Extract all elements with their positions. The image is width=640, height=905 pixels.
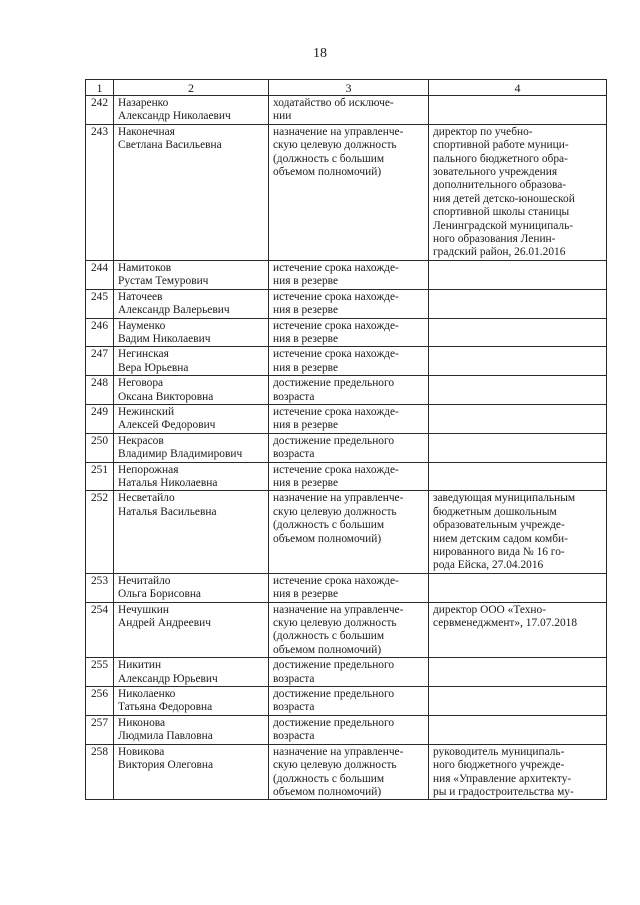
- row-number: 256: [86, 687, 114, 716]
- appointed-position-line: спортивной школы станицы: [433, 206, 570, 219]
- exclusion-reason-line: нии: [273, 110, 292, 123]
- given-names: Наталья Васильевна: [118, 505, 217, 518]
- appointed-position-cell: [429, 744, 607, 800]
- given-names: Наталья Николаевна: [118, 476, 218, 489]
- appointed-position-cell: [429, 260, 607, 289]
- appointed-position-line: ния детей детско-юношеской: [433, 192, 575, 205]
- appointed-position-line: градский район, 26.01.2016: [433, 246, 566, 259]
- person-name-cell: [114, 573, 269, 602]
- person-name-cell: [114, 715, 269, 744]
- person-name-cell: [114, 462, 269, 491]
- given-names: Александр Николаевич: [118, 110, 231, 123]
- appointed-position-cell: [429, 658, 607, 687]
- appointed-position-line: зовательного учреждения: [433, 166, 558, 179]
- exclusion-reason-line: возраста: [273, 390, 315, 403]
- exclusion-reason-line: достижение предельного: [273, 377, 395, 390]
- surname: Негинская: [118, 348, 169, 361]
- exclusion-reason-line: объемом полномочий): [273, 785, 382, 798]
- table-row: [86, 491, 607, 573]
- table-row: [86, 462, 607, 491]
- given-names: Татьяна Федоровна: [118, 701, 213, 714]
- given-names: Рустам Темурович: [118, 275, 209, 288]
- given-names: Виктория Олеговна: [118, 759, 214, 772]
- exclusion-reason-line: истечение срока нахожде-: [273, 348, 399, 361]
- exclusion-reason-cell: [269, 573, 429, 602]
- exclusion-reason-line: назначение на управленче-: [273, 492, 404, 505]
- exclusion-reason-cell: [269, 602, 429, 658]
- given-names: Оксана Викторовна: [118, 390, 214, 403]
- exclusion-reason-line: ния в резерве: [273, 588, 339, 601]
- exclusion-reason-line: (должность с большим: [273, 519, 385, 532]
- appointed-position-line: бюджетным дошкольным: [433, 505, 557, 518]
- exclusion-reason-line: возраста: [273, 730, 315, 743]
- exclusion-reason-cell: [269, 347, 429, 376]
- person-name-cell: [114, 260, 269, 289]
- surname: Никитин: [118, 659, 162, 672]
- person-name-cell: [114, 124, 269, 260]
- surname: Никонова: [118, 716, 166, 729]
- appointed-position-line: образовательным учрежде-: [433, 519, 565, 532]
- exclusion-reason-line: истечение срока нахожде-: [273, 574, 399, 587]
- person-name-cell: [114, 491, 269, 573]
- table-row: [86, 404, 607, 433]
- appointed-position-cell: [429, 318, 607, 347]
- exclusion-reason-cell: [269, 318, 429, 347]
- exclusion-reason-line: ния в резерве: [273, 332, 339, 345]
- surname: Новикова: [118, 745, 165, 758]
- row-number: 250: [86, 433, 114, 462]
- appointed-position-line: Ленинградской муниципаль-: [433, 219, 574, 232]
- exclusion-reason-line: истечение срока нахожде-: [273, 290, 399, 303]
- appointed-position-line: сервменеджмент», 17.07.2018: [433, 617, 578, 630]
- exclusion-reason-cell: [269, 96, 429, 125]
- exclusion-reason-line: ния в резерве: [273, 304, 339, 317]
- appointed-position-line: ного образования Ленин-: [433, 233, 556, 246]
- row-number: 255: [86, 658, 114, 687]
- exclusion-reason-line: достижение предельного: [273, 434, 395, 447]
- given-names: Андрей Андреевич: [118, 617, 211, 630]
- surname: Наточеев: [118, 290, 163, 303]
- exclusion-reason-line: скую целевую должность: [273, 139, 397, 152]
- given-names: Ольга Борисовна: [118, 588, 201, 601]
- person-name-cell: [114, 687, 269, 716]
- exclusion-reason-cell: [269, 376, 429, 405]
- row-number: 257: [86, 715, 114, 744]
- surname: Несветайло: [118, 492, 175, 505]
- table-row: [86, 433, 607, 462]
- resignation-table: [85, 79, 607, 800]
- table-row: [86, 687, 607, 716]
- person-name-cell: [114, 347, 269, 376]
- table-row: [86, 602, 607, 658]
- exclusion-reason-line: (должность с большим: [273, 630, 385, 643]
- exclusion-reason-line: (должность с большим: [273, 152, 385, 165]
- exclusion-reason-line: объемом полномочий): [273, 643, 382, 656]
- given-names: Владимир Владимирович: [118, 448, 243, 461]
- table-row: [86, 573, 607, 602]
- row-number: 242: [86, 96, 114, 125]
- row-number: 243: [86, 124, 114, 260]
- appointed-position-cell: [429, 347, 607, 376]
- exclusion-reason-line: назначение на управленче-: [273, 745, 404, 758]
- table-row: [86, 347, 607, 376]
- column-header-4: 4: [429, 80, 607, 96]
- person-name-cell: [114, 404, 269, 433]
- table-row: [86, 124, 607, 260]
- appointed-position-line: ры и градостроительства му-: [433, 785, 574, 798]
- exclusion-reason-line: возраста: [273, 672, 315, 685]
- exclusion-reason-line: ния в резерве: [273, 419, 339, 432]
- row-number: 253: [86, 573, 114, 602]
- exclusion-reason-cell: [269, 491, 429, 573]
- appointed-position-line: директор по учебно-: [433, 125, 533, 138]
- table-row: [86, 376, 607, 405]
- person-name-cell: [114, 376, 269, 405]
- appointed-position-line: пального бюджетного обра-: [433, 152, 568, 165]
- exclusion-reason-line: назначение на управленче-: [273, 603, 404, 616]
- surname: Нечушкин: [118, 603, 169, 616]
- surname: Наконечная: [118, 125, 175, 138]
- given-names: Светлана Васильевна: [118, 139, 222, 152]
- person-name-cell: [114, 289, 269, 318]
- exclusion-reason-line: истечение срока нахожде-: [273, 463, 399, 476]
- row-number: 248: [86, 376, 114, 405]
- exclusion-reason-cell: [269, 462, 429, 491]
- table-row: [86, 260, 607, 289]
- exclusion-reason-line: объемом полномочий): [273, 166, 382, 179]
- appointed-position-cell: [429, 462, 607, 491]
- row-number: 244: [86, 260, 114, 289]
- appointed-position-line: директор ООО «Техно-: [433, 603, 547, 616]
- appointed-position-line: ния «Управление архитекту-: [433, 772, 572, 785]
- appointed-position-cell: [429, 96, 607, 125]
- appointed-position-cell: [429, 404, 607, 433]
- exclusion-reason-cell: [269, 715, 429, 744]
- given-names: Александр Юрьевич: [118, 672, 218, 685]
- row-number: 258: [86, 744, 114, 800]
- exclusion-reason-line: скую целевую должность: [273, 617, 397, 630]
- surname: Неговора: [118, 377, 164, 390]
- table-header-row: [86, 80, 607, 96]
- row-number: 249: [86, 404, 114, 433]
- appointed-position-line: нием детским садом комби-: [433, 532, 568, 545]
- appointed-position-cell: [429, 433, 607, 462]
- surname: Назаренко: [118, 97, 169, 109]
- appointed-position-cell: [429, 715, 607, 744]
- exclusion-reason-cell: [269, 433, 429, 462]
- person-name-cell: [114, 433, 269, 462]
- row-number: 251: [86, 462, 114, 491]
- column-header-2: 2: [114, 80, 269, 96]
- person-name-cell: [114, 602, 269, 658]
- exclusion-reason-line: (должность с большим: [273, 772, 385, 785]
- appointed-position-line: нированного вида № 16 го-: [433, 546, 565, 558]
- exclusion-reason-line: скую целевую должность: [273, 505, 397, 518]
- appointed-position-cell: [429, 124, 607, 260]
- exclusion-reason-line: ния в резерве: [273, 361, 339, 374]
- appointed-position-line: спортивной работе муници-: [433, 139, 569, 152]
- row-number: 246: [86, 318, 114, 347]
- given-names: Людмила Павловна: [118, 730, 213, 743]
- table-row: [86, 658, 607, 687]
- table-row: [86, 744, 607, 800]
- row-number: 254: [86, 602, 114, 658]
- exclusion-reason-line: истечение срока нахожде-: [273, 319, 399, 332]
- appointed-position-cell: [429, 289, 607, 318]
- exclusion-reason-line: достижение предельного: [273, 716, 395, 729]
- given-names: Алексей Федорович: [118, 419, 216, 432]
- exclusion-reason-line: истечение срока нахожде-: [273, 405, 399, 418]
- appointed-position-line: заведующая муниципальным: [433, 492, 576, 505]
- table-row: [86, 289, 607, 318]
- appointed-position-cell: [429, 602, 607, 658]
- surname: Нежинский: [118, 405, 175, 418]
- exclusion-reason-line: возраста: [273, 701, 315, 714]
- surname: Непорожная: [118, 463, 179, 476]
- appointed-position-cell: [429, 376, 607, 405]
- exclusion-reason-line: ходатайство об исключе-: [273, 97, 394, 109]
- exclusion-reason-cell: [269, 744, 429, 800]
- person-name-cell: [114, 318, 269, 347]
- surname: Некрасов: [118, 434, 164, 447]
- table-row: [86, 96, 607, 125]
- appointed-position-cell: [429, 687, 607, 716]
- appointed-position-line: дополнительного образова-: [433, 179, 567, 192]
- given-names: Вера Юрьевна: [118, 361, 189, 374]
- exclusion-reason-line: объемом полномочий): [273, 532, 382, 545]
- exclusion-reason-cell: [269, 260, 429, 289]
- exclusion-reason-line: назначение на управленче-: [273, 125, 404, 138]
- person-name-cell: [114, 744, 269, 800]
- surname: Нечитайло: [118, 574, 171, 587]
- appointed-position-cell: [429, 573, 607, 602]
- appointed-position-line: рода Ейска, 27.04.2016: [433, 559, 544, 572]
- surname: Науменко: [118, 319, 166, 332]
- column-header-3: 3: [269, 80, 429, 96]
- exclusion-reason-cell: [269, 124, 429, 260]
- column-header-1: 1: [86, 80, 114, 96]
- exclusion-reason-line: достижение предельного: [273, 688, 395, 701]
- person-name-cell: [114, 96, 269, 125]
- exclusion-reason-line: скую целевую должность: [273, 759, 397, 772]
- exclusion-reason-cell: [269, 404, 429, 433]
- exclusion-reason-line: ния в резерве: [273, 275, 339, 288]
- row-number: 245: [86, 289, 114, 318]
- table-row: [86, 715, 607, 744]
- given-names: Вадим Николаевич: [118, 332, 211, 345]
- table-row: [86, 318, 607, 347]
- surname: Николаенко: [118, 688, 176, 701]
- surname: Намитоков: [118, 261, 172, 274]
- exclusion-reason-cell: [269, 658, 429, 687]
- exclusion-reason-line: достижение предельного: [273, 659, 395, 672]
- person-name-cell: [114, 658, 269, 687]
- appointed-position-line: ного бюджетного учрежде-: [433, 759, 565, 772]
- row-number: 252: [86, 491, 114, 573]
- appointed-position-cell: [429, 491, 607, 573]
- appointed-position-line: руководитель муниципаль-: [433, 745, 565, 758]
- exclusion-reason-cell: [269, 687, 429, 716]
- exclusion-reason-line: ния в резерве: [273, 476, 339, 489]
- page-number: 18: [313, 46, 327, 61]
- exclusion-reason-line: истечение срока нахожде-: [273, 261, 399, 274]
- given-names: Александр Валерьевич: [118, 304, 230, 317]
- exclusion-reason-line: возраста: [273, 448, 315, 461]
- row-number: 247: [86, 347, 114, 376]
- exclusion-reason-cell: [269, 289, 429, 318]
